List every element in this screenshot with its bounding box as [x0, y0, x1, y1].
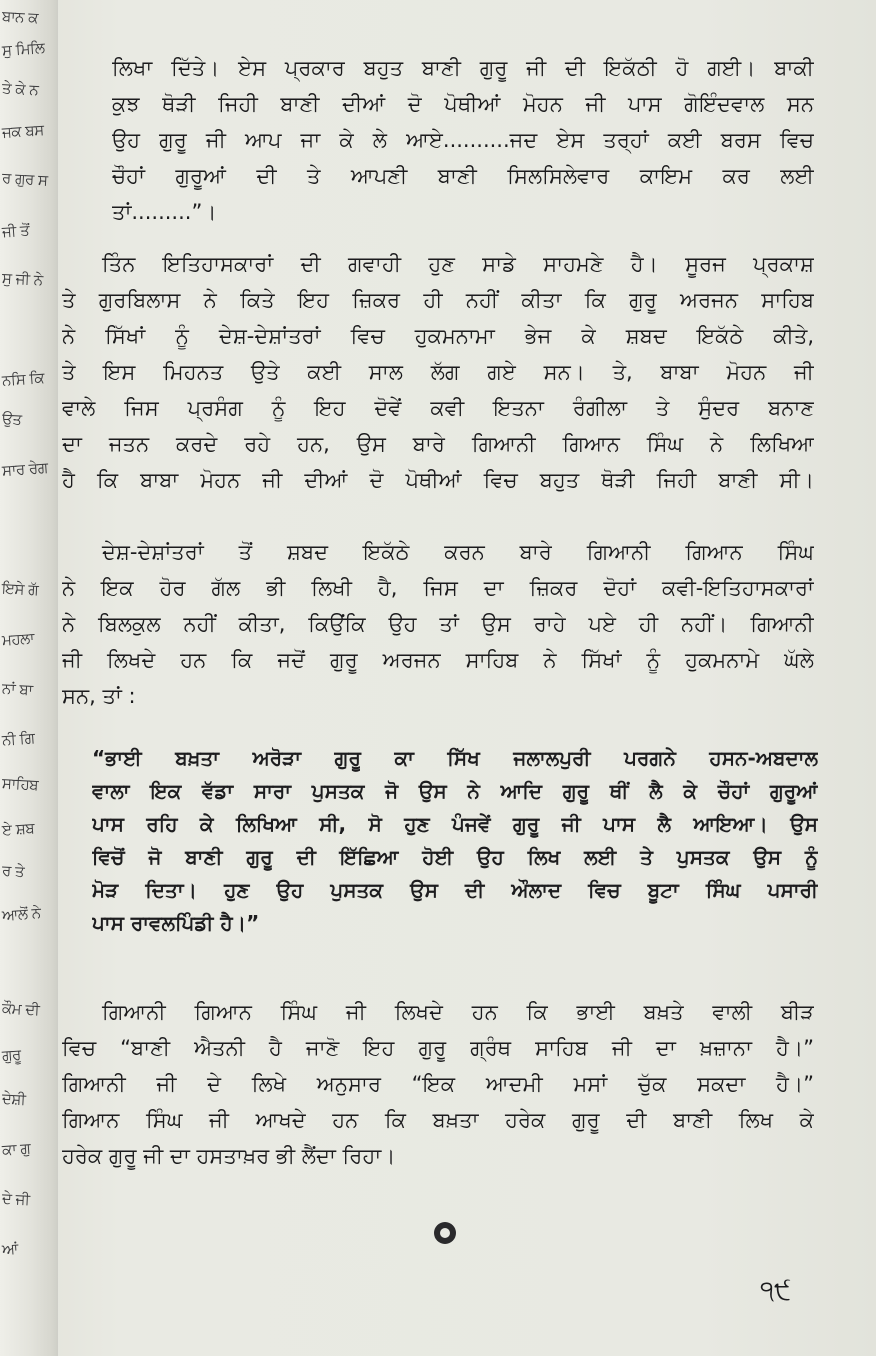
adjacent-page-fragment: ਨੀ ਗਿ	[1, 728, 36, 750]
adjacent-page-fragment: ਇਸੇ ਗੱ	[1, 579, 39, 599]
text-line: ਤਿੰਨ ਇਤਿਹਾਸਕਾਰਾਂ ਦੀ ਗਵਾਹੀ ਹੁਣ ਸਾਡੇ ਸਾਹਮਣੇ ਹੈ। ਸੂਰਜ ਪ੍ਰਕਾਸ਼	[102, 252, 814, 276]
quote-line: ਪਾਸ ਰਾਵਲਪਿੰਡੀ ਹੈ।”	[92, 911, 260, 935]
text-line: ਦੇਸ਼-ਦੇਸ਼ਾਂਤਰਾਂ ਤੋਂ ਸ਼ਬਦ ਇਕੱਠੇ ਕਰਨ ਬਾਰੇ ਗਿਆਨੀ ਗਿਆਨ ਸਿੰਘ	[102, 540, 814, 564]
text-line: ਲਿਖਾ ਦਿੱਤੇ। ਏਸ ਪ੍ਰਕਾਰ ਬਹੁਤ ਬਾਣੀ ਗੁਰੂ ਜੀ ਦੀ ਇਕੱਠੀ ਹੋ ਗਈ। ਬਾਕੀ	[112, 56, 814, 80]
adjacent-page-fragment: ਰ ਤੇ	[1, 861, 25, 881]
text-line: ਵਾਲੇ ਜਿਸ ਪ੍ਰਸੰਗ ਨੂੰ ਇਹ ਦੋਵੇਂ ਕਵੀ ਇਤਨਾ ਰੰਗੀਲਾ ਤੇ ਸੁੰਦਰ ਬਨਾਣ	[62, 396, 814, 420]
text-line: ਤਾਂ.........”।	[112, 200, 217, 224]
adjacent-page-fragment: ਤੇ ਕੇ ਨ	[1, 79, 39, 99]
text-line: ਤੇ ਗੁਰਬਿਲਾਸ ਨੇ ਕਿਤੇ ਇਹ ਜ਼ਿਕਰ ਹੀ ਨਹੀਂ ਕੀਤਾ ਕਿ ਗੁਰੂ ਅਰਜਨ ਸਾਹਿਬ	[62, 288, 814, 312]
text-line: ਦਾ ਜਤਨ ਕਰਦੇ ਰਹੇ ਹਨ, ਉਸ ਬਾਰੇ ਗਿਆਨੀ ਗਿਆਨ ਸਿੰਘ ਨੇ ਲਿਖਿਆ	[62, 432, 814, 456]
adjacent-page-fragment: ਦੇ ਜੀ	[1, 1189, 30, 1209]
adjacent-page-fragment: ਮਹਲਾ	[1, 628, 35, 650]
adjacent-page-fragment: ਸੁ ਮਿਲਿ	[1, 38, 46, 60]
adjacent-page-fragment: ਜਕ ਬਸ	[1, 120, 45, 142]
text-line: ਚੌਹਾਂ ਗੁਰੂਆਂ ਦੀ ਤੇ ਆਪਣੀ ਬਾਣੀ ਸਿਲਸਿਲੇਵਾਰ ਕਾਇਮ ਕਰ ਲਈ	[112, 164, 814, 188]
text-line: ਨੇ ਸਿੱਖਾਂ ਨੂੰ ਦੇਸ਼-ਦੇਸ਼ਾਂਤਰਾਂ ਵਿਚ ਹੁਕਮਨਾਮਾ ਭੇਜ ਕੇ ਸ਼ਬਦ ਇਕੱਠੇ ਕੀਤੇ,	[62, 324, 814, 348]
text-line: ਤੇ ਇਸ ਮਿਹਨਤ ਉਤੇ ਕਈ ਸਾਲ ਲੱਗ ਗਏ ਸਨ। ਤੇ, ਬਾਬਾ ਮੋਹਨ ਜੀ	[62, 360, 814, 384]
adjacent-page-fragment: ਨਸਿ ਕਿ	[1, 368, 45, 390]
text-line: ਗਿਆਨੀ ਜੀ ਦੇ ਲਿਖੇ ਅਨੁਸਾਰ “ਇਕ ਆਦਮੀ ਮਸਾਂ ਚੁੱਕ ਸਕਦਾ ਹੈ।”	[62, 1072, 814, 1096]
section-end-ornament-icon	[434, 1222, 456, 1244]
adjacent-page-fragment: ਨਾਂ ਬਾ	[1, 679, 33, 699]
page-number: ੧੯	[760, 1276, 792, 1306]
quote-line: ਪਾਸ ਰਹਿ ਕੇ ਲਿਖਿਆ ਸੀ, ਸੋ ਹੁਣ ਪੰਜਵੇਂ ਗੁਰੂ ਜੀ ਪਾਸ ਲੈ ਆਇਆ। ਉਸ	[92, 812, 818, 836]
text-line: ਗਿਆਨ ਸਿੰਘ ਜੀ ਆਖਦੇ ਹਨ ਕਿ ਬਖ਼ਤਾ ਹਰੇਕ ਗੁਰੂ ਦੀ ਬਾਣੀ ਲਿਖ ਕੇ	[62, 1108, 814, 1132]
paragraph-5	[62, 994, 814, 1174]
text-line: ਗਿਆਨੀ ਗਿਆਨ ਸਿੰਘ ਜੀ ਲਿਖਦੇ ਹਨ ਕਿ ਭਾਈ ਬਖ਼ਤੇ ਵਾਲੀ ਬੀੜ	[102, 1000, 814, 1024]
adjacent-page-fragment: ਆਂ	[1, 1239, 19, 1259]
quote-line: ਮੋੜ ਦਿਤਾ। ਹੁਣ ਉਹ ਪੁਸਤਕ ਉਸ ਦੀ ਔਲਾਦ ਵਿਚ ਬੂਟਾ ਸਿੰਘ ਪਸਾਰੀ	[92, 878, 818, 902]
adjacent-page-fragment: ਦੇਸ਼ੀ	[1, 1089, 26, 1109]
adjacent-page-fragment: ਏ ਸ਼ਬ	[1, 818, 35, 840]
adjacent-page-fragment: ਆਲੋਂ ਨੇ	[1, 903, 42, 925]
adjacent-page-fragment: ਸੁ ਜੀ ਨੇ	[1, 268, 44, 290]
quote-line: “ਭਾਈ ਬਖ਼ਤਾ ਅਰੋੜਾ ਗੁਰੂ ਕਾ ਸਿੱਖ ਜਲਾਲਪੁਰੀ ਪਰਗਨੇ ਹਸਨ-ਅਬਦਾਲ	[92, 746, 818, 770]
adjacent-page-fragment: ਕਾ ਗੁ	[1, 1139, 31, 1159]
adjacent-page-fragment: ਜੀ ਤੋਂ	[1, 221, 30, 241]
quote-line: ਵਾਲਾ ਇਕ ਵੱਡਾ ਸਾਰਾ ਪੁਸਤਕ ਜੋ ਉਸ ਨੇ ਆਦਿ ਗੁਰੂ ਥੀਂ ਲੈ ਕੇ ਚੌਹਾਂ ਗੁਰੂਆਂ	[92, 779, 818, 803]
adjacent-page-fragment: ਰ ਗੁਰ ਸ	[1, 168, 49, 190]
text-line: ਹਰੇਕ ਗੁਰੂ ਜੀ ਦਾ ਹਸਤਾਖ਼ਰ ਭੀ ਲੈਂਦਾ ਰਿਹਾ।	[62, 1144, 396, 1168]
paragraph-2	[62, 246, 814, 498]
paragraph-3	[62, 534, 814, 714]
adjacent-page-fragment: ਸਾਰ ਰੇਗ	[1, 458, 49, 480]
adjacent-page-fragment: ਉਤ	[1, 409, 22, 429]
text-line: ਨੇ ਇਕ ਹੋਰ ਗੱਲ ਭੀ ਲਿਖੀ ਹੈ, ਜਿਸ ਦਾ ਜ਼ਿਕਰ ਦੋਹਾਂ ਕਵੀ-ਇਤਿਹਾਸਕਾਰਾਂ	[62, 576, 814, 600]
adjacent-page-fragment: ਸਾਹਿਬ	[1, 774, 39, 794]
adjacent-page-fragment: ਬਾਨ ਕ	[1, 7, 39, 27]
text-line: ਉਹ ਗੁਰੂ ਜੀ ਆਪ ਜਾ ਕੇ ਲੇ ਆਏ..........ਜਦ ਏਸ ਤਰ੍ਹਾਂ ਕਈ ਬਰਸ ਵਿਚ	[112, 128, 814, 152]
paragraph-1	[112, 50, 814, 230]
text-line: ਸਨ, ਤਾਂ :	[62, 684, 136, 708]
text-line: ਨੇ ਬਿਲਕੁਲ ਨਹੀਂ ਕੀਤਾ, ਕਿਉਂਕਿ ਉਹ ਤਾਂ ਉਸ ਰਾਹੇ ਪਏ ਹੀ ਨਹੀਂ। ਗਿਆਨੀ	[62, 612, 814, 636]
text-line: ਕੁਝ ਥੋੜੀ ਜਿਹੀ ਬਾਣੀ ਦੀਆਂ ਦੋ ਪੋਥੀਆਂ ਮੋਹਨ ਜੀ ਪਾਸ ਗੋਇੰਦਵਾਲ ਸਨ	[112, 92, 814, 116]
quote-line: ਵਿਚੋਂ ਜੋ ਬਾਣੀ ਗੁਰੂ ਦੀ ਇੱਛਿਆ ਹੋਈ ਉਹ ਲਿਖ ਲਈ ਤੇ ਪੁਸਤਕ ਉਸ ਨੂੰ	[92, 845, 818, 869]
block-quote	[92, 742, 818, 940]
adjacent-page-edge	[0, 0, 58, 1356]
text-line: ਜੀ ਲਿਖਦੇ ਹਨ ਕਿ ਜਦੋਂ ਗੁਰੂ ਅਰਜਨ ਸਾਹਿਬ ਨੇ ਸਿੱਖਾਂ ਨੂੰ ਹੁਕਮਨਾਮੇ ਘੱਲੇ	[62, 648, 814, 672]
adjacent-page-fragment: ਗੁਰੂ	[1, 1045, 22, 1065]
text-line: ਵਿਚ “ਬਾਣੀ ਐਤਨੀ ਹੈ ਜਾਣੋ ਇਹ ਗੁਰੂ ਗ੍ਰੰਥ ਸਾਹਿਬ ਜੀ ਦਾ ਖ਼ਜ਼ਾਨਾ ਹੈ।”	[62, 1036, 814, 1060]
text-line: ਹੈ ਕਿ ਬਾਬਾ ਮੋਹਨ ਜੀ ਦੀਆਂ ਦੋ ਪੋਥੀਆਂ ਵਿਚ ਬਹੁਤ ਥੋੜੀ ਜਿਹੀ ਬਾਣੀ ਸੀ।	[62, 468, 814, 492]
adjacent-page-fragment: ਕੌਮ ਦੀ	[1, 999, 40, 1019]
